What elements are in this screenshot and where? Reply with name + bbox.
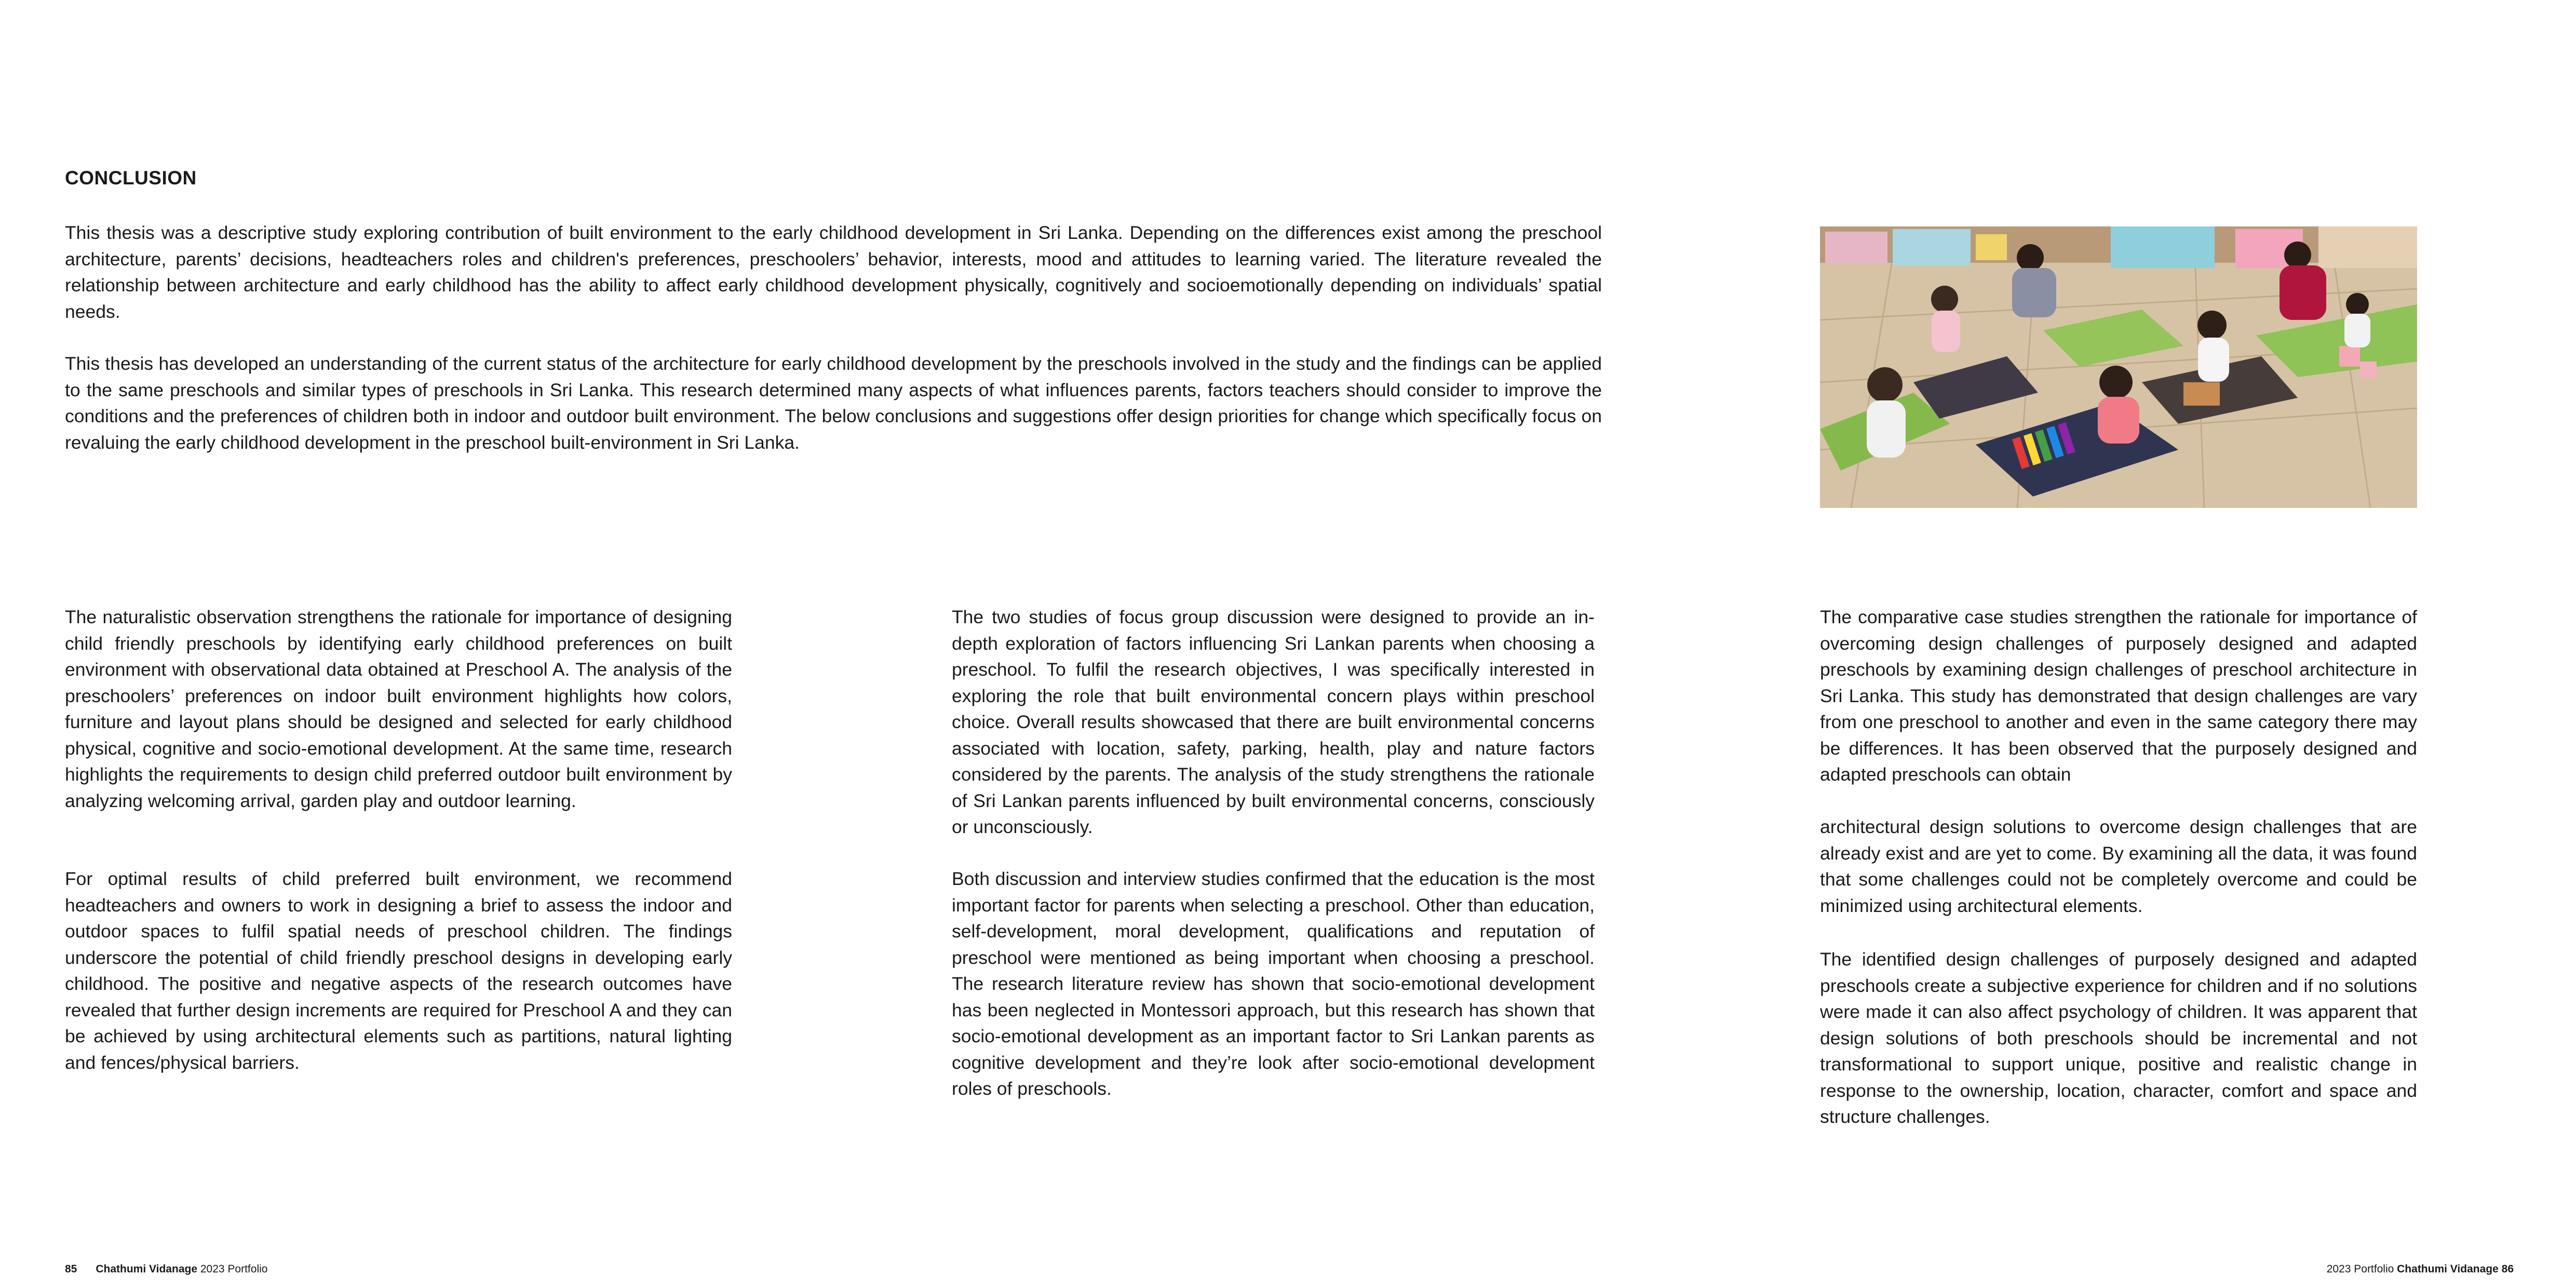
author-name-left: Chathumi Vidanage [96,1263,198,1275]
column-1-paragraph: The naturalistic observation strengthens the rationale for importance of designing child friendly preschools by identifying early childhood preferences on built environment with observational data obtained at Preschool A. The analysis of the preschoolers’ preferences on indoor built environment highlights how colors, furniture and layout plans should be designed and selected for early childhood physical, cognitive and socio-emotional development. At the same time, research highlights the requirements to design child preferred outdoor built environment by analyzing welcoming arrival, garden play and outdoor learning. [65,607,732,811]
conclusion-heading: CONCLUSION [65,167,197,189]
footer-left [65,1263,267,1276]
column-3-paragraph: The identified design challenges of purposely designed and adapted preschools create a subjective experience for children and if no solutions were made it can also affect psychology of children. It was apparent that design solutions of both preschools should be incremental and not transformational to support unique, positive and realistic change in response to the ownership, location, character, comfort and space and structure challenges. [1820,949,2417,1127]
column-1-paragraph: For optimal results of child preferred built environment, we recommend headteachers and owners to work in designing a brief to assess the indoor and outdoor spaces to fulfil spatial needs of preschool children. The findings underscore the potential of child friendly preschool designs in developing early childhood. The positive and negative aspects of the research outcomes have revealed that further design increments are required for Preschool A and they can be achieved by using architectural elements such as partitions, natural lighting and fences/physical barriers. [65,868,732,1073]
footer-right [2327,1263,2514,1276]
column-3-paragraph: architectural design solutions to overcome design challenges that are already exist and are yet to come. By examining all the data, it was found that some challenges could not be completely overcome and could be minimized using architectural elements. [1820,816,2417,916]
portfolio-label-right: 2023 Portfolio [2326,1263,2394,1275]
author-name-right: Chathumi Vidanage [2397,1263,2499,1275]
intro-paragraph: This thesis has developed an understanding of the current status of the architecture for early childhood development by the preschools involved in the study and the findings can be applied to the same preschools and similar types of preschools in Sri Lanka. This research determined many aspects of what influences parents, factors teachers should consider to improve the conditions and the preferences of children both in indoor and outdoor built environment. The below conclusions and suggestions offer design priorities for change which specifically focus on revaluing the early childhood development in the preschool built-environment in Sri Lanka. [65,353,1602,453]
column-2-paragraph: The two studies of focus group discussion were designed to provide an in-depth exploration of factors influencing Sri Lankan parents when choosing a preschool. To fulfil the research objectives, I was specifically interested in exploring the role that built environmental concern plays within preschool choice. Overall results showcased that there are built environmental concerns associated with location, safety, parking, health, play and nature factors considered by the parents. The analysis of the study strengthens the rationale of Sri Lankan parents influenced by built environmental concerns, consciously or unconsciously. [952,607,1595,837]
classroom-photo-illustration [1820,226,2417,508]
intro-paragraph: This thesis was a descriptive study exploring contribution of built environment to the early childhood development in Sri Lanka. Depending on the differences exist among the preschool architecture, parents’ decisions, headteachers roles and children's preferences, preschoolers’ behavior, interests, mood and attitudes to learning varied. The literature revealed the relationship between architecture and early childhood has the ability to affect early childhood development physically, cognitively and socioemotionally depending on individuals’ spatial needs. [65,222,1602,322]
column-2-paragraph: Both discussion and interview studies confirmed that the education is the most important factor for parents when selecting a preschool. Other than education, self-development, moral development, qualifications and reputation of preschool were mentioned as being important when choosing a preschool. The research literature review has shown that socio-emotional development has been neglected in Montessori approach, but this research has shown that socio-emotional development as an important factor to Sri Lankan parents as cognitive development and they’re look after socio-emotional development roles of preschools. [952,868,1595,1099]
page-number-left: 85 [65,1263,77,1275]
classroom-photo [1820,226,2417,508]
page-number-right: 86 [2501,1263,2514,1275]
portfolio-label-left: 2023 Portfolio [200,1263,268,1275]
column-3-paragraph: The comparative case studies strengthen the rationale for importance of overcoming design challenges of purposely designed and adapted preschools by examining design challenges of preschool architecture in Sri Lanka. This study has demonstrated that design challenges are vary from one preschool to another and even in the same category there may be differences. It has been observed that the purposely designed and adapted preschools can obtain [1820,607,2417,785]
